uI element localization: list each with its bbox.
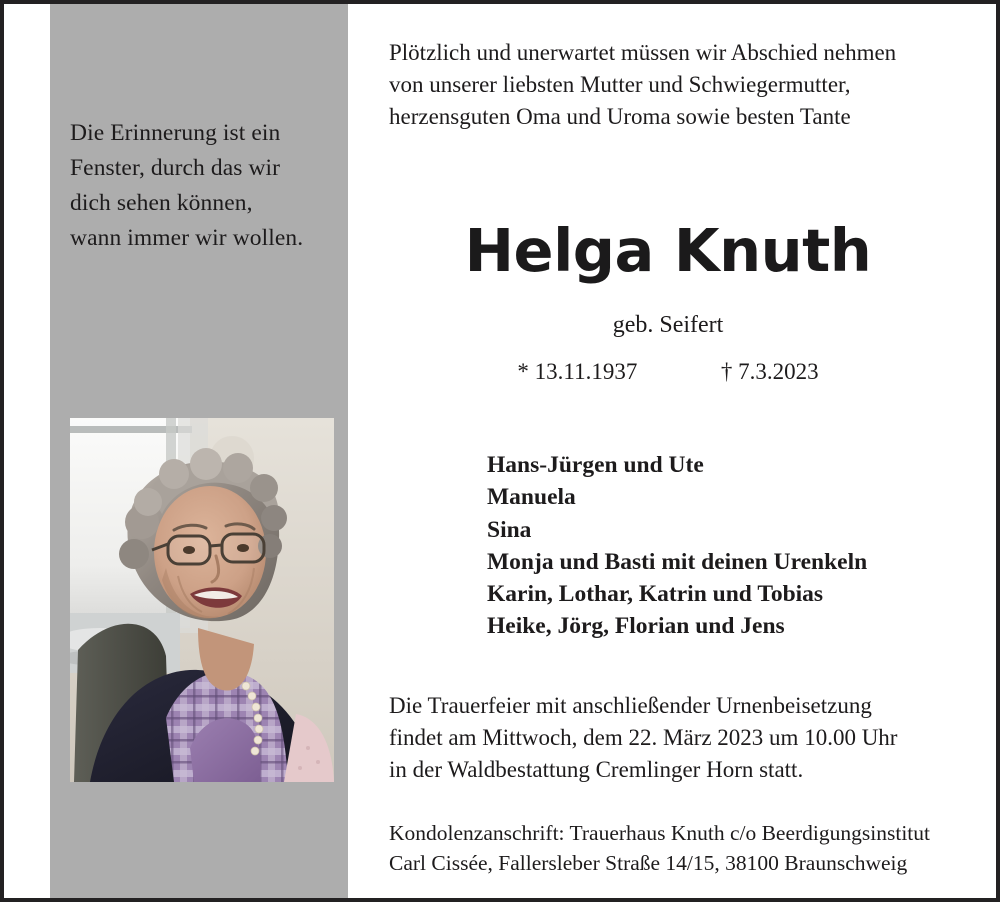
birth-date: * 13.11.1937 — [517, 359, 638, 384]
life-dates — [348, 359, 988, 385]
family-member-4: Monja und Basti mit deinen Urenkeln — [487, 548, 868, 575]
portrait-photo — [70, 418, 334, 782]
family-members-list — [487, 449, 867, 643]
maiden-name: geb. Seifert — [612, 312, 724, 338]
condolence-line-2: Carl Cissée, Fallersleber Straße 14/15, 38100 Braunschweig — [389, 851, 908, 875]
quote-line-4: wann immer wir wollen. — [70, 225, 304, 251]
intro-text — [389, 37, 994, 133]
quote-line-1: Die Erinnerung ist ein — [70, 120, 281, 146]
portrait-photo-image — [70, 418, 334, 782]
service-line-2: findet am Mittwoch, dem 22. März 2023 um 10.00 Uhr — [389, 725, 898, 750]
condolence-line-1: Kondolenzanschrift: Trauerhaus Knuth c/o Beerdigungsinstitut — [389, 821, 931, 845]
deceased-name: Helga Knuth — [464, 216, 872, 285]
intro-line-2: von unserer liebsten Mutter und Schwiegermutter, — [389, 72, 851, 97]
service-line-3: in der Waldbestattung Cremlinger Horn statt. — [389, 757, 804, 782]
family-member-5: Karin, Lothar, Katrin und Tobias — [487, 581, 824, 608]
family-member-2: Manuela — [487, 484, 576, 511]
quote-line-2: Fenster, durch das wir — [70, 155, 281, 181]
memorial-quote — [70, 116, 340, 256]
service-details — [389, 690, 997, 786]
right-text-column — [348, 4, 996, 898]
intro-line-3: herzensguten Oma und Uroma sowie besten Tante — [389, 104, 851, 129]
intro-line-1: Plötzlich und unerwartet müssen wir Abschied nehmen — [389, 40, 897, 65]
family-member-3: Sina — [487, 516, 532, 543]
service-line-1: Die Trauerfeier mit anschließender Urnenbeisetzung — [389, 693, 872, 718]
quote-line-3: dich sehen können, — [70, 190, 253, 216]
death-date: † 7.3.2023 — [720, 359, 819, 384]
condolence-address — [389, 818, 1000, 878]
family-member-1: Hans-Jürgen und Ute — [487, 452, 704, 478]
family-member-6: Heike, Jörg, Florian und Jens — [487, 613, 785, 640]
